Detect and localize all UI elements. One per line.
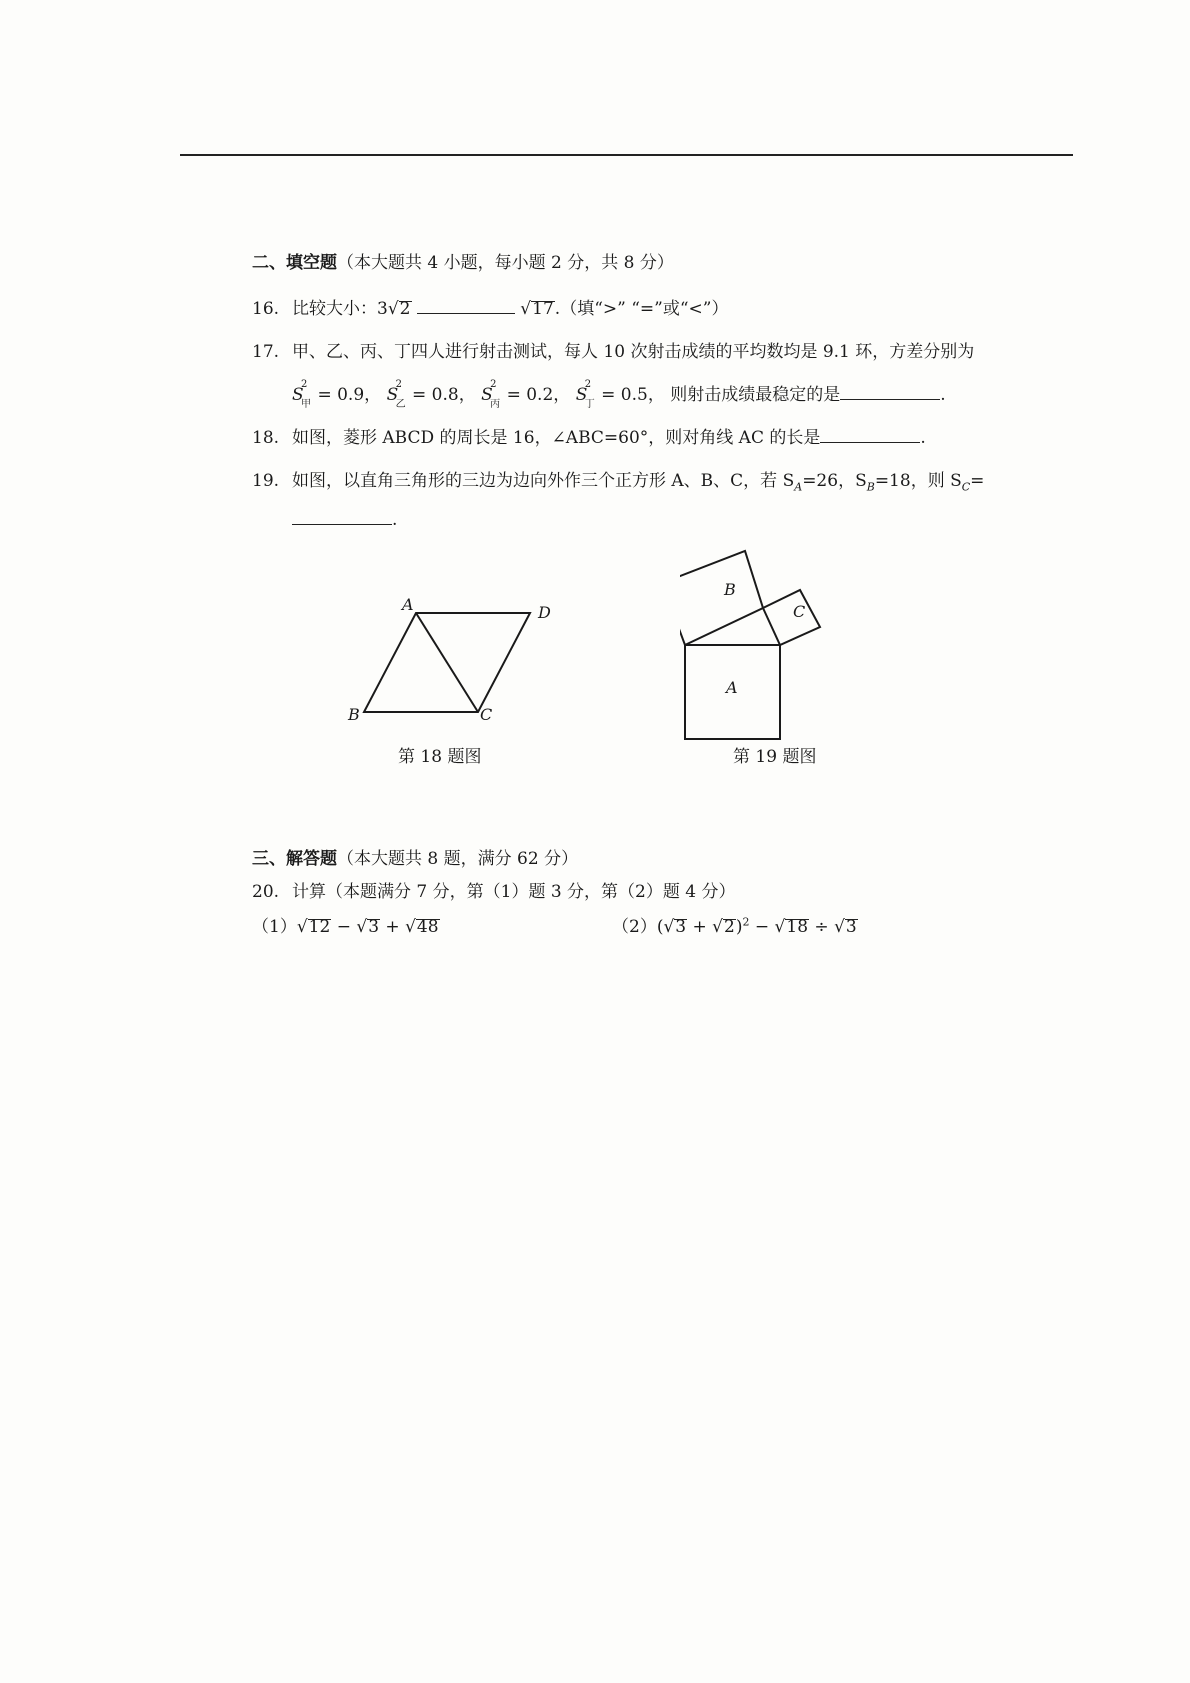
question-17-variances: S 2 甲 = 0.9， S 2 乙 = 0.8， S 2 丙 = 0.2， S 2 丁 = 0.5， 则射击成绩最稳定的是 . [292, 379, 946, 410]
answer-blank-19[interactable] [292, 508, 392, 525]
section2-heading: 二、填空题（本大题共 4 小题，每小题 2 分，共 8 分） [252, 253, 674, 273]
question-16: 16. 比较大小：3√2 √17.（填“>” “=”或“<”） [252, 299, 729, 319]
figure-18-rhombus [330, 590, 580, 730]
question-20-part-1: （1）√12 − √3 + √48 [252, 917, 439, 937]
diagonal-ac [416, 613, 478, 712]
figure-18-caption: 第 18 题图 [398, 747, 482, 767]
label-a: A [402, 595, 414, 614]
question-20-part-2: $(2)(√3 + √2)^2 - √18 \div √3$ [612, 915, 857, 937]
question-18: 18. 如图，菱形 ABCD 的周长是 16，∠ABC=60°，则对角线 AC 的长是 . [252, 428, 926, 448]
label-c: C [480, 705, 493, 724]
answer-blank-18[interactable] [820, 426, 920, 443]
label-b: B [724, 580, 736, 599]
figure-19-squares [680, 535, 880, 745]
answer-blank-16[interactable] [417, 297, 515, 314]
square-b [680, 551, 763, 645]
answer-blank-17[interactable] [840, 383, 940, 400]
label-b: B [348, 705, 360, 724]
label-d: D [538, 603, 551, 622]
figure-19-caption: 第 19 题图 [733, 747, 817, 767]
question-20: 20. 计算（本题满分 7 分，第（1）题 3 分，第（2）题 4 分） [252, 882, 736, 902]
label-c: C [793, 602, 806, 621]
label-a: A [726, 678, 738, 697]
question-19-blank-line: . [292, 508, 397, 530]
question-19: 19. 如图，以直角三角形的三边为边向外作三个正方形 A、B、C，若 $S_A=26$，$S_B=18$，则 $S_C=$ [252, 471, 985, 494]
section3-heading: 三、解答题（本大题共 8 题，满分 62 分） [252, 849, 579, 869]
header-rule [180, 154, 1073, 156]
question-17: 17. 甲、乙、丙、丁四人进行射击测试，每人 10 次射击成绩的平均数均是 9.1 环，方差分别为 [252, 342, 975, 362]
square-c [763, 590, 820, 645]
